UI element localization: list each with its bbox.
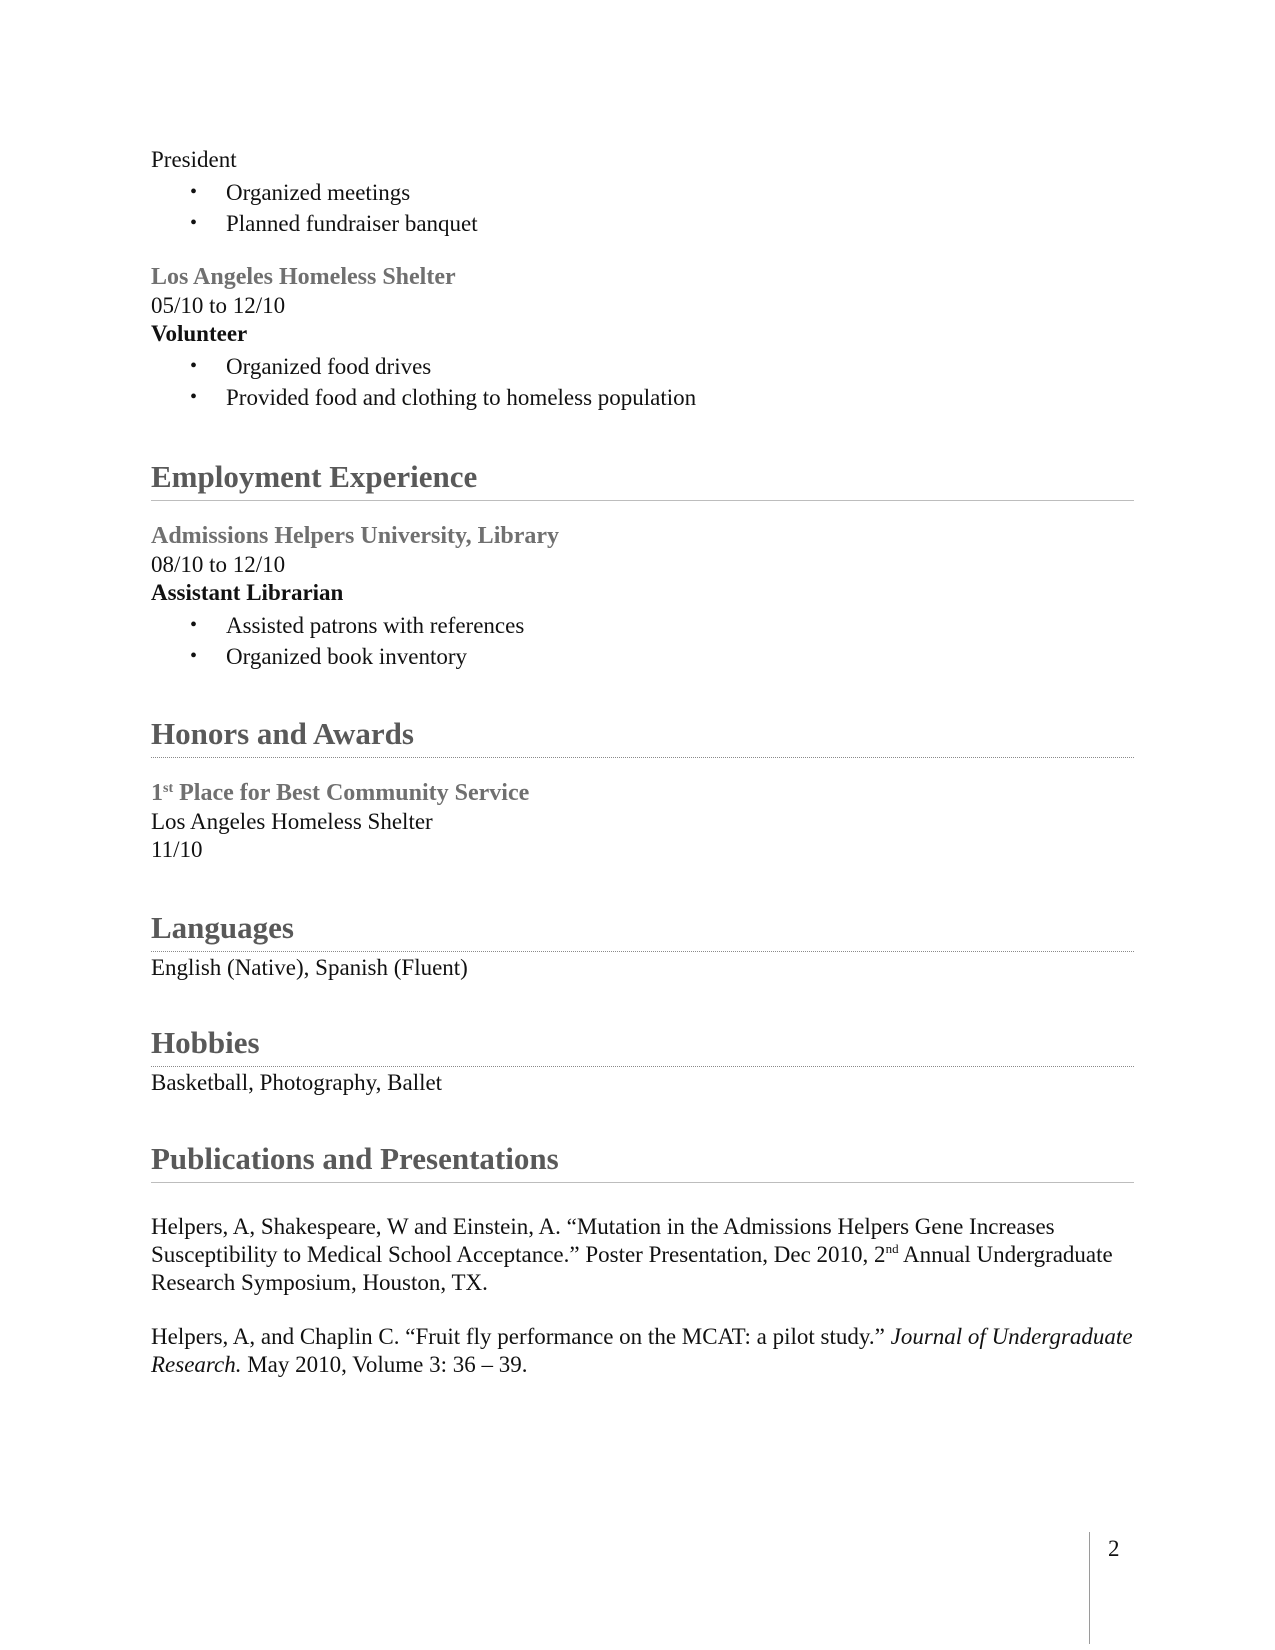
- role-title: Assistant Librarian: [151, 580, 344, 605]
- list-item: • Organized food drives: [151, 351, 1134, 382]
- bullet-icon: •: [190, 645, 198, 667]
- bullet-list: [151, 610, 1134, 672]
- date-range: 08/10 to 12/10: [151, 552, 286, 577]
- bullet-icon: •: [190, 181, 198, 203]
- publication-entry: Helpers, A, and Chaplin C. “Fruit fly performance on the MCAT: a pilot study.” Journal of Undergraduate Research. May 2010, Volume 3: 36 – 39.: [151, 1324, 1133, 1377]
- section-heading: Publications and Presentations: [151, 1140, 1134, 1183]
- footer-divider: [1089, 1532, 1090, 1644]
- award-title: 1st Place for Best Community Service: [151, 780, 530, 806]
- section-languages: [151, 909, 1134, 982]
- bullet-list: [151, 351, 1134, 413]
- section-heading: Employment Experience: [151, 458, 1134, 501]
- bullet-icon: •: [190, 386, 198, 408]
- section-honors: [151, 715, 1134, 864]
- section-heading: Languages: [151, 909, 1134, 952]
- bullet-icon: •: [190, 355, 198, 377]
- list-item: • Assisted patrons with references: [151, 610, 1134, 641]
- section-publications: [151, 1140, 1134, 1379]
- section-heading: Hobbies: [151, 1024, 1134, 1067]
- activity-shelter: [151, 262, 1134, 413]
- hobbies-text: Basketball, Photography, Ballet: [151, 1070, 443, 1095]
- section-heading: Honors and Awards: [151, 715, 1134, 758]
- bullet-list: [151, 177, 1134, 239]
- publication-entry: Helpers, A, Shakespeare, W and Einstein, A. “Mutation in the Admissions Helpers Gene Increases Susceptibility to Medical School Acceptance.” Poster Presentation, Dec 2010, 2nd Annual Undergraduate Research Symposium, Houston, TX.: [151, 1214, 1113, 1295]
- section-hobbies: [151, 1024, 1134, 1097]
- list-item: • Planned fundraiser banquet: [151, 208, 1134, 239]
- bullet-icon: •: [190, 614, 198, 636]
- award-date: 11/10: [151, 837, 203, 862]
- organization-name: Admissions Helpers University, Library: [151, 523, 560, 549]
- list-item: • Organized book inventory: [151, 641, 1134, 672]
- award-organization: Los Angeles Homeless Shelter: [151, 809, 433, 834]
- role-title: Volunteer: [151, 321, 248, 346]
- resume-content: [151, 146, 1134, 1379]
- list-item: • Provided food and clothing to homeless population: [151, 382, 1134, 413]
- list-item: • Organized meetings: [151, 177, 1134, 208]
- page-number: 2: [1108, 1536, 1120, 1561]
- role-title: President: [151, 147, 237, 172]
- section-employment: [151, 458, 1134, 672]
- activity-president: [151, 146, 1134, 239]
- date-range: 05/10 to 12/10: [151, 293, 286, 318]
- bullet-icon: •: [190, 212, 198, 234]
- languages-text: English (Native), Spanish (Fluent): [151, 955, 468, 980]
- organization-name: Los Angeles Homeless Shelter: [151, 264, 456, 290]
